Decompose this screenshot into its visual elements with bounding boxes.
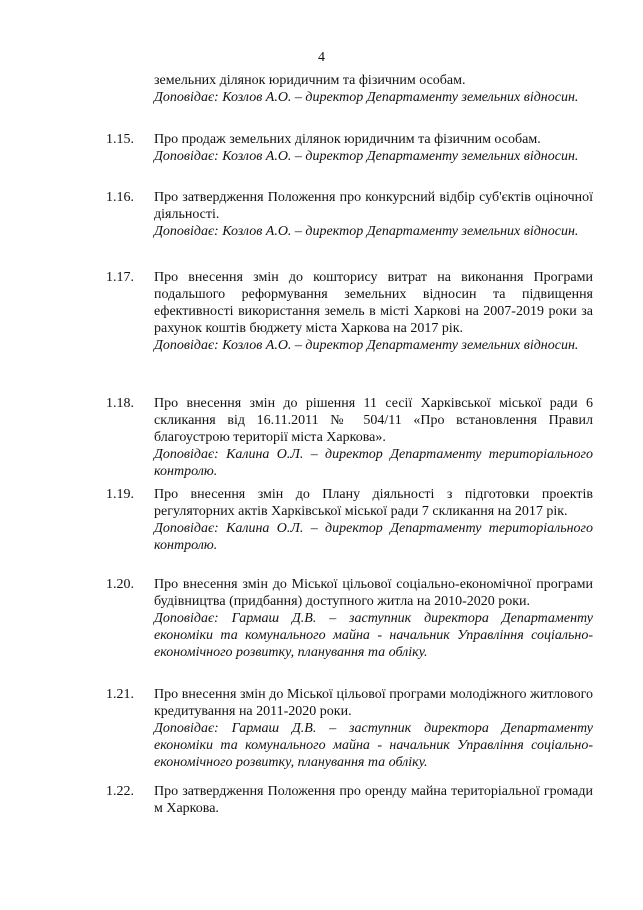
item-reporter: Доповідає: Козлов А.О. – директор Департаменту земельних відносин. [154,149,579,164]
item-number: 1.20. [106,577,134,592]
agenda-item [106,576,593,661]
item-title: Про внесення змін до Міської цільової соціально-економічної програми будівництва (придбання) доступного житла на 2010-2020 роки. [154,577,593,609]
item-number: 1.22. [106,784,134,799]
item-reporter: Доповідає: Калина О.Л. – директор Департаменту територіального контролю. [154,447,593,479]
agenda-item [106,131,593,165]
item-title: Про внесення змін до Міської цільової програми молодіжного житлового кредитування на 2011-2020 роки. [154,687,593,719]
item-reporter: Доповідає: Калина О.Л. – директор Департаменту територіального контролю. [154,521,593,553]
item-reporter: Доповідає: Козлов А.О. – директор Департаменту земельних відносин. [154,90,579,105]
item-title: Про продаж земельних ділянок юридичним та фізичним особам. [154,132,541,147]
item-number: 1.21. [106,687,134,702]
item-number: 1.19. [106,487,134,502]
item-title: Про внесення змін до Плану діяльності з підготовки проектів регуляторних актів Харківської міської ради 7 скликання на 2017 рік. [154,487,593,519]
item-title: Про затвердження Положення про оренду майна територіальної громади м Харкова. [154,784,593,816]
item-reporter: Доповідає: Козлов А.О. – директор Департаменту земельних відносин. [154,338,579,353]
item-number: 1.15. [106,132,134,147]
agenda-item [106,686,593,771]
agenda-item [106,269,593,354]
item-number: 1.18. [106,396,134,411]
item-number: 1.16. [106,190,134,205]
agenda-item [106,783,593,817]
agenda-item-continuation [106,72,593,106]
item-reporter: Доповідає: Козлов А.О. – директор Департаменту земельних відносин. [154,224,579,239]
page-number: 4 [318,50,325,65]
item-title: Про внесення змін до рішення 11 сесії Харківської міської ради 6 скликання від 16.11.2011 № 504/11 «Про встановлення Правил благоустрою території міста Харкова». [154,396,593,445]
item-reporter: Доповідає: Гармаш Д.В. – заступник директора Департаменту економіки та комунального майна - начальник Управління соціально-економічного розвитку, планування та обліку. [154,611,593,660]
item-title: земельних ділянок юридичним та фізичним особам. [154,73,466,88]
agenda-item [106,486,593,554]
item-title: Про затвердження Положення про конкурсний відбір суб'єктів оціночної діяльності. [154,190,593,222]
agenda-item [106,395,593,480]
item-reporter: Доповідає: Гармаш Д.В. – заступник директора Департаменту економіки та комунального майна - начальник Управління соціально-економічного розвитку, планування та обліку. [154,721,593,770]
agenda-item [106,189,593,240]
item-number: 1.17. [106,270,134,285]
item-title: Про внесення змін до кошторису витрат на виконання Програми подальшого реформування земельних відносин та підвищення ефективності використання земель в місті Харкові на 2007-2019 роки за рахунок коштів бюджету міста Харкова на 2017 рік. [154,270,593,336]
